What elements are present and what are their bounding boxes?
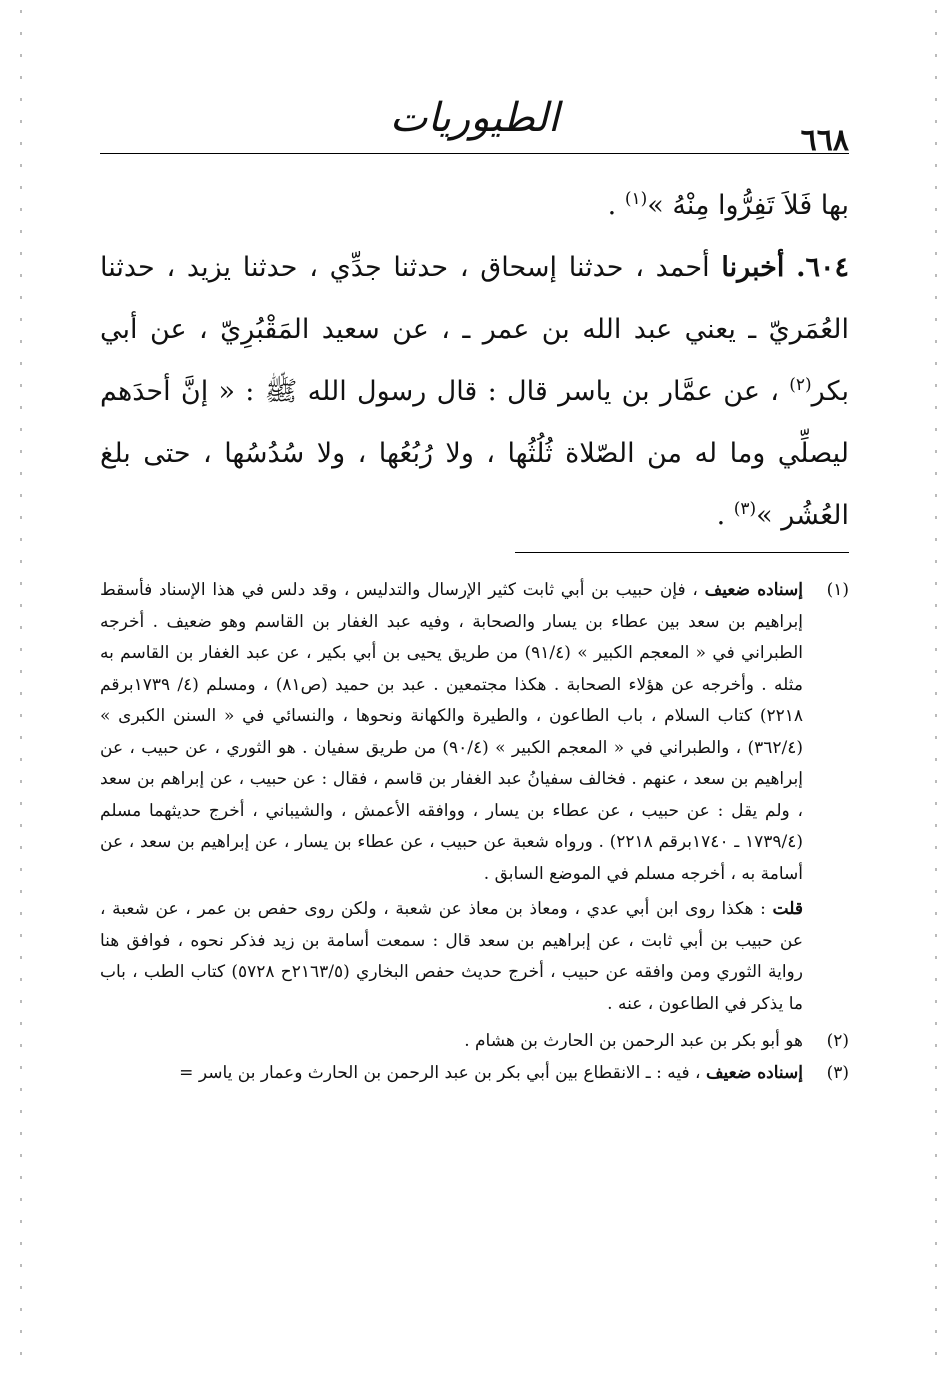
footnote-marker: (٣)	[826, 1062, 849, 1083]
footnote-verdict: إسناده ضعيف	[705, 1062, 803, 1083]
footnote-1-comment	[100, 894, 849, 1020]
continuation-text: بها فَلاَ تَفِرُّوا مِنْهُ »	[647, 190, 849, 221]
comment-text: : هكذا روى ابن أبي عدي ، ومعاذ بن معاذ عن شعبة ، ولكن روى حفص بن عمر ، عن شعبة ، عن حبيب بن أبي ثابت ، عن إبراهيم بن سعد قال : سمعت أسامة بن زيد فذكر نحوه ، فوافق هنا رواية الثوري ومن وافقه عن حبيب ، أخرج حديث حفص البخاري (٢١٦٣/٥ح ٥٧٢٨) كتاب الطب ، باب ما يذكر في الطاعون ، عنه .	[100, 899, 803, 1014]
footnote-1	[100, 575, 849, 890]
hadith-paragraph	[100, 237, 849, 547]
footnote-3	[100, 1058, 849, 1090]
footnote-verdict: إسناده ضعيف	[704, 580, 803, 600]
footnote-marker: (٢)	[826, 1031, 849, 1051]
footnote-ref-2: (٢)	[789, 375, 812, 395]
hadith-end: .	[716, 500, 734, 531]
footnotes	[100, 575, 849, 1089]
footnote-text: ، فيه : ـ الانقطاع بين أبي بكر بن عبد الرحمن بن الحارث وعمار بن ياسر =	[179, 1062, 706, 1083]
hadith-text-2: ، عن عمَّار بن ياسر قال : قال رسول الله ﷺ : « إنَّ أحدَهم ليصلِّي وما له من الصّلاة ثُلُثُها ، ولا رُبُعُها ، ولا سُدُسُها ، حتى بلغ العُشُر »	[100, 376, 849, 531]
hadith-text-1: أحمد ، حدثنا إسحاق ، حدثنا جدِّي ، حدثنا يزيد ، حدثنا العُمَريّ ـ يعني عبد الله بن عمر ـ ، عن سعيد المَقْبُرِيّ ، عن أبي بكر	[100, 252, 849, 407]
footnote-2	[100, 1026, 849, 1058]
running-title: الطيوريات	[389, 95, 560, 141]
continuation-end: .	[607, 190, 625, 221]
scan-edge-right	[935, 10, 937, 1365]
footnote-ref-1: (١)	[624, 189, 648, 209]
footnote-marker: (١)	[826, 580, 849, 600]
page-header	[100, 95, 849, 160]
header-rule	[100, 153, 849, 154]
comment-label: قلت	[772, 899, 803, 919]
scan-edge-left	[20, 10, 22, 1365]
hadith-number: ٦٠٤.	[796, 252, 849, 283]
footnote-rule	[515, 552, 849, 553]
hadith-lead: أخبرنا	[721, 252, 785, 283]
footnote-text: ، فإن حبيب بن أبي ثابت كثير الإرسال والتدليس ، وقد دلس في هذا الإسناد فأسقط إبراهيم بن سعد بين عطاء بن يسار والصحابة ، وفيه عبد الغفار بن القاسم وهو ضعيف . أخرجه الطبراني في « المعجم الكبير » (٩١/٤) من طريق يحيى بن أبي بكير ، عن عبد الغفار بن القاسم به مثله . وأخرجه عن هؤلاء الصحابة . هكذا مجتمعين . عبد بن حميد (ص٨١) ، ومسلم (٤/ ١٧٣٩برقم ٢٢١٨) كتاب السلام ، باب الطاعون ، والطيرة والكهانة ونحوها ، والنسائي في « السنن الكبرى » (٣٦٢/٤) ، والطبراني في « المعجم الكبير » (٩٠/٤) من طريق سفيان . هو الثوري ، عن حبيب ، عن إبراهيم بن سعد ، عنهم . فخالف سفيانُ عبد الغفار بن قاسم ، فقال : عن حبيب ، عن إبراهم بن سعد ، ولم يقل : عن حبيب ، عن عطاء بن يسار ، ووافقه الأعمش ، والشيباني ، أخرج حديثهما مسلم (١٧٣٩/٤ ـ ١٧٤٠برقم ٢٢١٨) . ورواه شعبة عن حبيب ، عن عطاء بن يسار ، عن إبراهيم بن سعد ، عن أسامة به ، أخرجه مسلم في الموضع السابق .	[100, 580, 803, 884]
footnote-ref-3: (٣)	[733, 499, 757, 519]
footnote-text: هو أبو بكر بن عبد الرحمن بن الحارث بن هشام .	[464, 1031, 803, 1051]
main-text	[100, 175, 849, 547]
page-number: ٦٦٨	[800, 123, 849, 158]
continuation-line	[100, 175, 849, 237]
